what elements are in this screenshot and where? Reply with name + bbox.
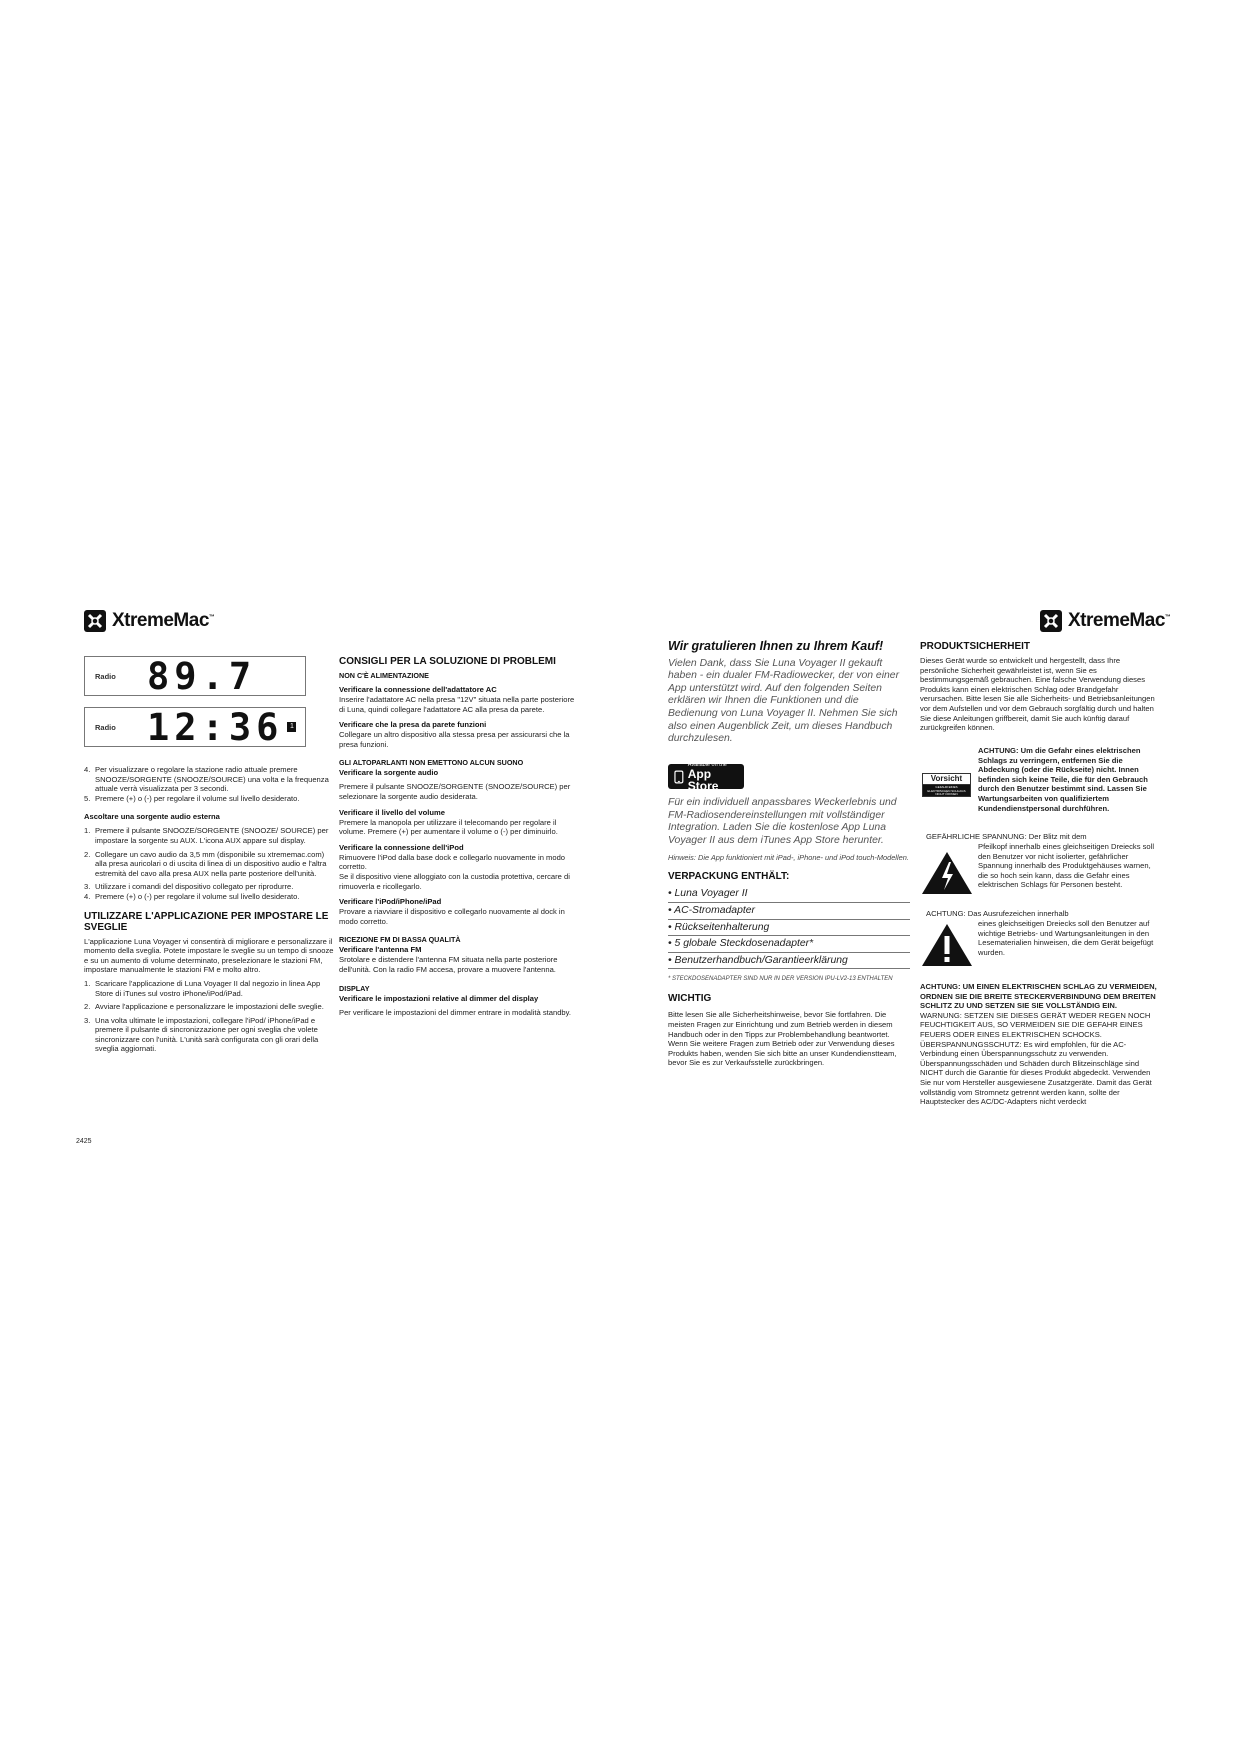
brand-tm: ™ [1164,614,1171,621]
safety-intro: Dieses Gerät wurde so entwickelt und hergestellt, dass Ihre persönliche Sicherheit gewährleistet ist, wenn Sie es bestimmungsgemäß gebrauchen. Eine falsche Verwendung dieses Produkts kann einen elektrischen Schlag oder Brandgefahr verursachen. Bitte lesen Sie alle Sicherheits- und Betriebsanleitungen vor dem Aufstellen und vor dem Gebrauch sorgfältig durch und halten Sie diese Anleitungen griffbereit, damit Sie auch künftig darauf zurückgreifen können. [920,656,1155,733]
list-item: 1. Premere il pulsante SNOOZE/SORGENTE (SNOOZE/ SOURCE) per impostare la sorgente su AUX. L'icona AUX appare sul display. [84,826,329,845]
item-text: Rimuovere l'iPod dalla base dock e collegarlo nuovamente in modo corretto. [339,852,566,872]
item-text: Se il dispositivo viene alloggiato con la custodia protettiva, cercare di rimuoverla e ricollegarlo. [339,871,570,891]
package-note: * STECKDOSENADAPTER SIND NUR IN DER VERSION IPU-LV2-13 ENTHALTEN [668,976,893,983]
app-description: Für ein individuell anpassbares Weckerlebnis und FM-Radiosendereinstellungen mit vollständiger Integration. Laden Sie die kostenlose App Luna Voyager II aus dem iTunes App Store herunter. [668,797,897,846]
section-caps: NON C'È ALIMENTAZIONE [339,671,429,680]
item-sub: Verificare l'iPod/iPhone/iPad [339,897,442,907]
section-caps: DISPLAY [339,983,370,993]
list-item: 5. Premere (+) o (-) per regolare il volume sul livello desiderato. [84,793,300,803]
xtrememac-logo-left [84,610,214,632]
brand-name: XtremeMac [112,610,209,631]
app-heading: UTILIZZARE L'APPLICAZIONE PER IMPOSTARE LE SVEGLIE [84,910,329,933]
list-item: 1. Scaricare l'applicazione di Luna Voyager II dal negozio in linea App Store di iTunes sul vostro iPhone/iPod/iPad. [84,978,321,998]
list-item: 3. Una volta ultimate le impostazioni, collegare l'iPod/ iPhone/iPad e premere il pulsante di sincronizzazione per ogni sveglia che volete sincronizzare con l'unità. L'unità sarà configurata con gli orari della sveglia aggiornati. [84,1015,319,1054]
de-column-2-lower [920,982,1160,1107]
rain-warning: WARNUNG: SETZEN SIE DIESES GERÄT WEDER REGEN NOCH FEUCHTIGKEIT AUS, SO VERMEIDEN SIE DIE GEFAHR EINES FEUERS ODER EINES ELEKTRISCHEN SCHOCKS. [920,1010,1151,1039]
exclamation-warning-icon [920,922,974,968]
lcd-display-frequency [84,656,306,696]
item-text: Provare a riavviare il dispositivo e collegarlo nuovamente al dock in modo corretto. [339,907,565,926]
lcd-label: Radio [95,671,116,681]
item-sub: Verificare l'antenna FM [339,945,422,955]
list-item: • Rückseitenhalterung [668,920,910,937]
item-sub: Verificare il livello del volume [339,807,445,817]
lcd-digits: 89.7 [147,654,257,698]
app-note: Hinweis: Die App funktioniert mit iPad-, iPhone- und iPod touch-Modellen. [668,853,909,863]
item-sub: Verificare la sorgente audio [339,768,439,778]
de-column-2 [920,641,1160,733]
list-item: 4. Per visualizzare o regolare la stazione radio attuale premere SNOOZE/SORGENTE (SNOOZE/SOURCE) una volta e la frequenza attuale verrà visualizzata per 3 secondi. [84,765,329,794]
important-heading: WICHTIG [668,993,712,1005]
surge-text: ÜBERSPANNUNGSSCHUTZ: Es wird empfohlen, für die AC-Verbindung einen Überspannungsschutz zu verwenden. Überspannungsschäden und Schäden durch Blitzeinschläge sind NICHT durch die Garantie für dieses Produkt abgedeckt. Verwenden Sie nur vom Hersteller ausgewiesene Zusatzgeräte. Damit das Gerät vollständig vom Stromnetz getrennt werden kann, sollte der Hauptstecker des AC/DC-Adapters nicht verdeckt [920,1039,1152,1107]
lcd-display-clock [84,707,306,747]
page-number: 2425 [76,1138,92,1145]
item-text: Premere la manopola per utilizzare il telecomando per regolare il volume. Premere (+) per aumentare il volume o (-) per diminuirlo. [339,817,558,837]
list-item: 4. Premere (+) o (-) per regolare il volume sul livello desiderato. [84,891,300,901]
de-column-1-lower [668,797,910,1068]
item-text: Srotolare e distendere l'antenna FM situata nella parte posteriore dell'unità. Con la radio FM accesa, provare a muovere l'antenna. [339,955,558,974]
exclamation-lead: ACHTUNG: Das Ausrufezeichen innerhalb [926,909,1069,918]
aux-heading: Ascoltare una sorgente audio esterna [84,812,220,822]
list-item: • Luna Voyager II [668,886,910,903]
list-item: • 5 globale Steckdosenadapter* [668,936,910,953]
welcome-intro: Vielen Dank, dass Sie Luna Voyager II gekauft haben - ein dualer FM-Radiowecker, der von einer App unterstützt wird. Auf den folgenden Seiten erklären wir Ihnen die Funktionen und die Bedienung von Luna Voyager II. Nehmen Sie sich also einen Augenblick Zeit, um dieses Handbuch durchzulesen. [668,657,900,745]
exclamation-text: eines gleichseitigen Dreiecks soll den Benutzer auf wichtige Betriebs- und Wartungsanleitungen in den Lesematerialien hinweisen, die dem Gerät beigefügt wurden. [978,919,1154,957]
item-sub: Verificare che la presa da parete funzioni [339,720,487,730]
list-item: • Benutzerhandbuch/Garantieerklärung [668,953,910,970]
app-store-small-text: Available on the [687,761,727,768]
app-intro: L'applicazione Luna Voyager vi consentirà di migliorare e personalizzare il momento della sveglia. Potete impostare le sveglie su un tempo di snooze e su un aumento di volume determinato, preselezionare le stazioni FM, impostare manualmente le stazioni FM e molto altro. [84,936,334,975]
list-item: 2. Collegare un cavo audio da 3,5 mm (disponibile su xtrememac.com) alla presa auricolari o di uscita di linea di un dispositivo audio e l'altra estremità del cavo alla presa AUX nella parte posteriore dell'unità. [84,849,327,878]
important-text: Bitte lesen Sie alle Sicherheitshinweise, bevor Sie fortfahren. Die meisten Fragen zur Einrichtung und zum Betrieb werden in diesem Handbuch oder in den Tipps zur Problembehandlung beantwortet. Wenn Sie weitere Fragen zum Betrieb oder zur Verwendung dieses Produkts haben, wenden Sie sich bitte an unser Kundendienstteam, bevor Sie es zur Verkaufsstelle zurückbringen. [668,1010,897,1068]
troubleshooting-heading: CONSIGLI PER LA SOLUZIONE DI PROBLEMI [339,656,556,667]
app-store-badge[interactable] [668,761,744,793]
welcome-title: Wir gratulieren Ihnen zu Ihrem Kauf! [668,639,884,653]
xtrememac-logo-right [1040,610,1170,632]
safety-heading: PRODUKTSICHERHEIT [920,641,1031,652]
app-store-big-text: App Store [687,766,719,793]
vorsicht-small: GEFAHR EINES ELEKTRISCHEN SCHLAGS NICHT ÖFFNEN [923,785,970,796]
de-column-1 [668,639,910,746]
lcd-alarm-flag: 1 [287,722,296,732]
item-text: Per verificare le impostazioni del dimmer entrare in modalità standby. [339,1007,571,1017]
item-sub: Verificare la connessione dell'adattatore AC [339,685,497,694]
package-heading: VERPACKUNG ENTHÄLT: [668,871,790,883]
brand-tm: ™ [208,614,215,621]
item-text: Collegare un altro dispositivo alla stessa presa per assicurarsi che la presa funzioni. [339,730,570,749]
vorsicht-title: Vorsicht [923,774,970,785]
it-column-2 [339,656,579,1017]
list-item: 2. Avviare l'applicazione e personalizzare le impostazioni delle sveglie. [84,1002,324,1012]
voltage-text: Pfeilkopf innerhalb eines gleichseitigen Dreiecks soll den Benutzer vor nicht isolierter, gefährlicher Spannung innerhalb des Produktgehäuses warnen, die so hoch sein kann, dass die Gefahr eines elektrischen Schlags für Personen besteht. [978,842,1155,890]
item-text: Inserire l'adattatore AC nella presa "12V" situata nella parte posteriore di Luna, quindi collegare l'adattatore AC alla presa da parete. [339,695,575,714]
xtrememac-logo-icon [84,610,106,632]
plug-warning: ACHTUNG: UM EINEN ELEKTRISCHEN SCHLAG ZU VERMEIDEN, ORDNEN SIE DIE BREITE STECKERVERBINDUNG DEM BREITEN SCHLITZ ZU UND SETZEN SIE SIE VOLLSTÄNDIG EIN. [920,982,1157,1011]
item-sub: Verificare le impostazioni relative al dimmer del display [339,993,539,1003]
vorsicht-label [922,773,971,797]
section-caps: GLI ALTOPARLANTI NON EMETTONO ALCUN SUONO [339,758,524,768]
lightning-warning-icon [920,850,974,896]
caution-shock: ACHTUNG: Um die Gefahr eines elektrischen Schlags zu verringern, entfernen Sie die Abdeckung (oder die Rückseite) nicht. Innen befinden sich keine Teile, die für den Gebrauch durch den Benutzer bestimmt sind. Lassen Sie Wartungsarbeiten von qualifiziertem Kundendienstpersonal durchführen. [978,746,1148,813]
list-item: 3. Utilizzare i comandi del dispositivo collegato per riprodurre. [84,882,294,892]
item-text: Premere il pulsante SNOOZE/SORGENTE (SNOOZE/SOURCE) per selezionare la sorgente audio desiderata. [339,782,571,801]
lcd-digits: 12:36 [147,705,284,749]
brand-name: XtremeMac [1068,610,1165,631]
it-column-1 [84,765,336,1054]
voltage-lead: GEFÄHRLICHE SPANNUNG: Der Blitz mit dem [926,832,1087,841]
list-item: • AC-Stromadapter [668,903,910,920]
xtrememac-logo-icon [1040,610,1062,632]
section-caps: RICEZIONE FM DI BASSA QUALITÀ [339,935,461,945]
apple-icon [673,770,685,784]
lcd-label: Radio [95,722,116,732]
item-sub: Verificare la connessione dell'iPod [339,842,464,852]
